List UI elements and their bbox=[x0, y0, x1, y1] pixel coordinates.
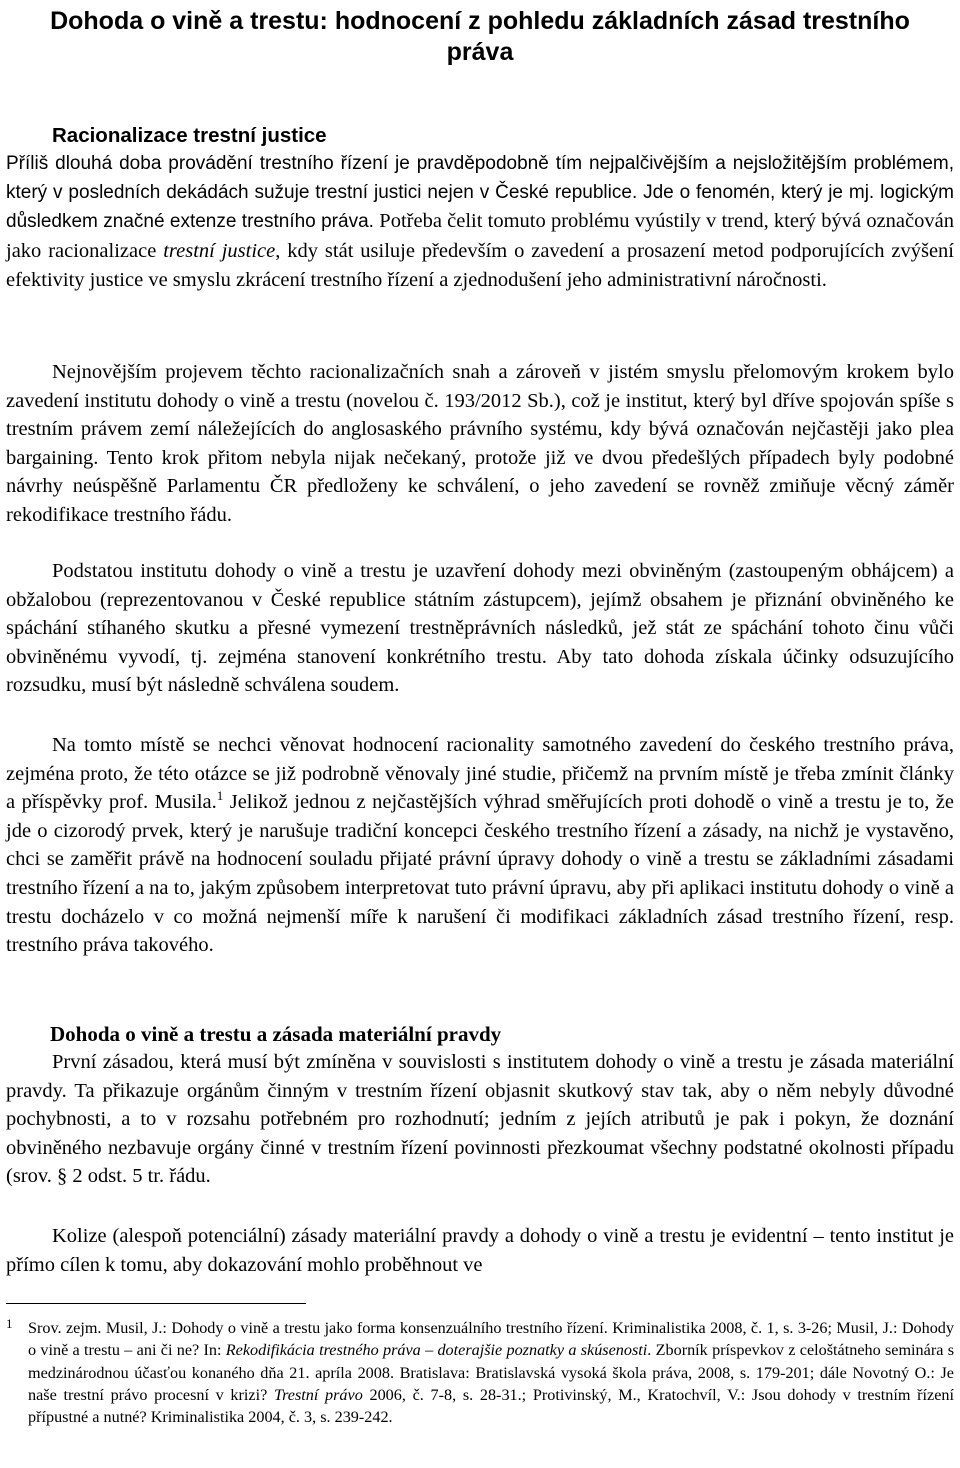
section-heading-materialni-pravda: Dohoda o vině a trestu a zásada materiální pravdy bbox=[50, 1022, 502, 1046]
footnote-1 bbox=[6, 1317, 954, 1428]
footnote-text: 2006, č. 7-8, s. 28-31.; Protivinský, M., Kratochvíl, V.: Jsou dohody v trestním řízení přípustné a nutné? Kriminalistika 2004, č. 3, s. 239-242. bbox=[28, 1385, 954, 1427]
section1-paragraph-2: Nejnovějším projevem těchto racionalizačních snah a zároveň v jistém smyslu přelomovým krokem bylo zavedení institutu dohody o vině a trestu (novelou č. 193/2012 Sb.), což je institut, který byl dříve spojován spíše s trestním právem zemí náležejících do anglosaského právního systému, kdy bývá označován nejčastěji jako plea bargaining. Tento krok přitom nebyla nijak nečekaný, protože již ve dvou předešlých případech byly podobné návrhy neúspěšně Parlamentu ČR předloženy ke schválení, o jeho zavedení se rovněž zmiňuje věcný záměr rekodifikace trestního řádu. bbox=[6, 361, 954, 526]
footnote-journal: Trestní právo bbox=[273, 1385, 363, 1404]
section2-paragraph-1: První zásadou, která musí být zmíněna v souvislosti s institutem dohody o vině a trestu je zásada materiální pravdy. Ta přikazuje orgánům činným v trestním řízení objasnit skutkový stav tak, aby o něm nebyly důvodné pochybnosti, a to v rozsahu potřebném pro rozhodnutí; jedním z jejích atributů je pak i pokyn, že doznání obviněného nezbavuje orgány činné v trestním řízení povinnosti přezkoumat všechny podstatné okolnosti případu (srov. § 2 odst. 5 tr. řádu. bbox=[6, 1051, 954, 1188]
footnote-separator bbox=[6, 1303, 306, 1304]
section1-paragraph-4 bbox=[6, 731, 954, 960]
section-heading-racionalizace: Racionalizace trestní justice bbox=[52, 124, 327, 147]
footnote-text: . Zborník príspevkov z celoštátneho seminára s medzinárodnou účasťou konaného dňa 21. apríla 2008. Bratislava: Bratislavská vysoká škola práva, 2008, s. 179-201; dále Novotný O.: Je naše trestní právo procesní v krizi? bbox=[28, 1341, 955, 1404]
section1-paragraph-1 bbox=[6, 150, 954, 296]
document-title: Dohoda o vině a trestu: hodnocení z pohledu základních zásad trestního práva bbox=[50, 7, 910, 66]
paragraph-text: Potřeba čelit tomuto problému vyústily v trend, který bývá označován jako racionalizace bbox=[6, 210, 954, 262]
paragraph-text: Příliš dlouhá doba provádění trestního řízení je pravděpodobně tím nejpalčivějším a nejsložitějším problémem, který v posledních dekádách sužuje trestní justici nejen v České republice. Jde o fenomén, který je mj. logickým důsledkem značné extenze trestního práva. bbox=[6, 153, 954, 232]
emphasized-term: trestní justice bbox=[163, 239, 276, 262]
section1-paragraph-3: Podstatou institutu dohody o vině a trestu je uzavření dohody mezi obviněným (zastoupeným obhájcem) a obžalobou (reprezentovanou v České republice státním zástupcem), jejímž obsahem je přiznání obviněného ke spáchání stíhaného skutku a přesné vymezení trestněprávních následků, jež stát ze spáchání tohoto činu vůči obviněnému vyvodí, tj. zejména stanovení konkrétního trestu. Aby tato dohoda získala účinky odsuzujícího rozsudku, musí být následně schválena soudem. bbox=[6, 560, 954, 697]
paragraph-text: , kdy stát usiluje především o zavedení a prosazení metod podporujících zvýšení efektivity justice ve smyslu zkrácení trestního řízení a zjednodušení jeho administrativní náročnosti. bbox=[6, 239, 954, 291]
paragraph-text: Na tomto místě se nechci věnovat hodnocení racionality samotného zavedení do českého trestního práva, zejména proto, že této otázce se již podrobně věnovaly jiné studie, přičemž na prvním místě je třeba zmínit články a příspěvky prof. Musila. bbox=[6, 734, 954, 814]
footnote-title: Rekodifikácia trestného práva – doterajšie poznatky a skúsenosti bbox=[225, 1341, 648, 1360]
footnote-number: 1 bbox=[6, 1316, 13, 1331]
paragraph-text: Jelikož jednou z nejčastějších výhrad směřujících proti dohodě o vině a trestu je to, že jde o cizorodý prvek, který je narušuje tradiční koncepci českého trestního řízení a zásady, na nichž je vystavěno, chci se zaměřit právě na hodnocení souladu přijaté právní úpravy dohody o vině a trestu se základními zásadami trestního řízení a na to, jakým způsobem interpretovat tuto právní úpravu, aby při aplikaci institutu dohody o vině a trestu docházelo v co možná nejmenší míře k narušení či modifikaci základních zásad trestního řízení, resp. trestního práva takového. bbox=[6, 791, 954, 957]
footnote-text: Srov. zejm. Musil, J.: Dohody o vině a trestu jako forma konsenzuálního trestního řízení. Kriminalistika 2008, č. 1, s. 3-26; Musil, J.: Dohody o vině a trestu – ani či ne? In: bbox=[28, 1319, 954, 1360]
footnote-reference[interactable]: 1 bbox=[216, 788, 224, 804]
section2-paragraph-2: Kolize (alespoň potenciální) zásady materiální pravdy a dohody o vině a trestu je evidentní – tento institut je přímo cílen k tomu, aby dokazování mohlo proběhnout ve bbox=[6, 1225, 954, 1276]
